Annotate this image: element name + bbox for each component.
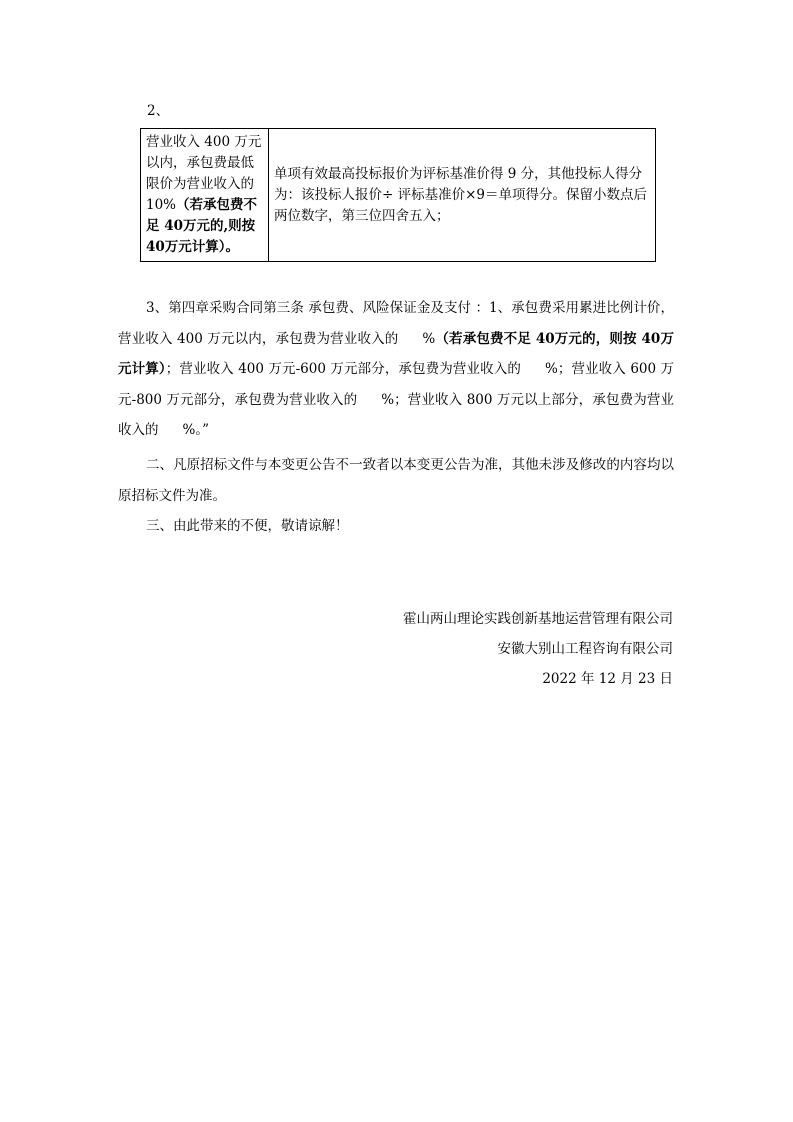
contract-fee-text-4: %；营业收入 600 万元-800 万元部分，承包费为营业收入的 (118, 361, 674, 408)
revenue-condition-bold-note: （若承包费不足 40万元的,则按40万元计算）。 (146, 197, 258, 255)
contract-fee-text-3: ；营业收入 400 万元-600 万元部分，承包费为营业收入的 (165, 361, 521, 377)
contract-fee-bold-note: （若承包费不足 40万元的，则按 40万元计算） (118, 330, 674, 377)
paragraph-contract-fee (118, 293, 674, 446)
paragraph-apology: 三、由此带来的不便，敬请谅解！ (146, 518, 349, 534)
signature-date: 2022 年 12 月 23 日 (542, 671, 673, 687)
table-row (141, 129, 656, 262)
revenue-condition-cell (141, 129, 269, 262)
contract-fee-text-5: %；营业收入 800 万元以上部分，承包费为营业收入的 (118, 391, 674, 438)
scoring-rule-cell (269, 129, 656, 262)
contract-fee-text-1: 3、第四章采购合同第三条 承包费、风险保证金及支付 ：1、承包费采用累进比例计价，营业收入 400 万元以内，承包费为营业收入的 (118, 300, 674, 347)
signature-org-2: 安徽大别山工程咨询有限公司 (497, 641, 673, 657)
item-number: 2、 (147, 103, 170, 119)
contract-fee-text-6: %。” (182, 422, 209, 438)
scoring-table (140, 128, 656, 262)
contract-fee-text-2: % (422, 330, 436, 347)
signature-org-1: 霍山两山理论实践创新基地运营管理有限公司 (403, 611, 673, 627)
scoring-rule-text: 单项有效最高投标报价为评标基准价得 9 分，其他投标人得分为：该投标人报价÷ 评标基准价×9＝单项得分。保留小数点后两位数字，第三位四舍五入； (274, 165, 648, 224)
revenue-condition-text: 营业收入 400 万元以内，承包费最低限价为营业收入的 10% (146, 134, 262, 213)
paragraph-precedence: 二、凡原招标文件与本变更公告不一致者以本变更公告为准，其他未涉及修改的内容均以原招标文件为准。 (118, 457, 674, 504)
